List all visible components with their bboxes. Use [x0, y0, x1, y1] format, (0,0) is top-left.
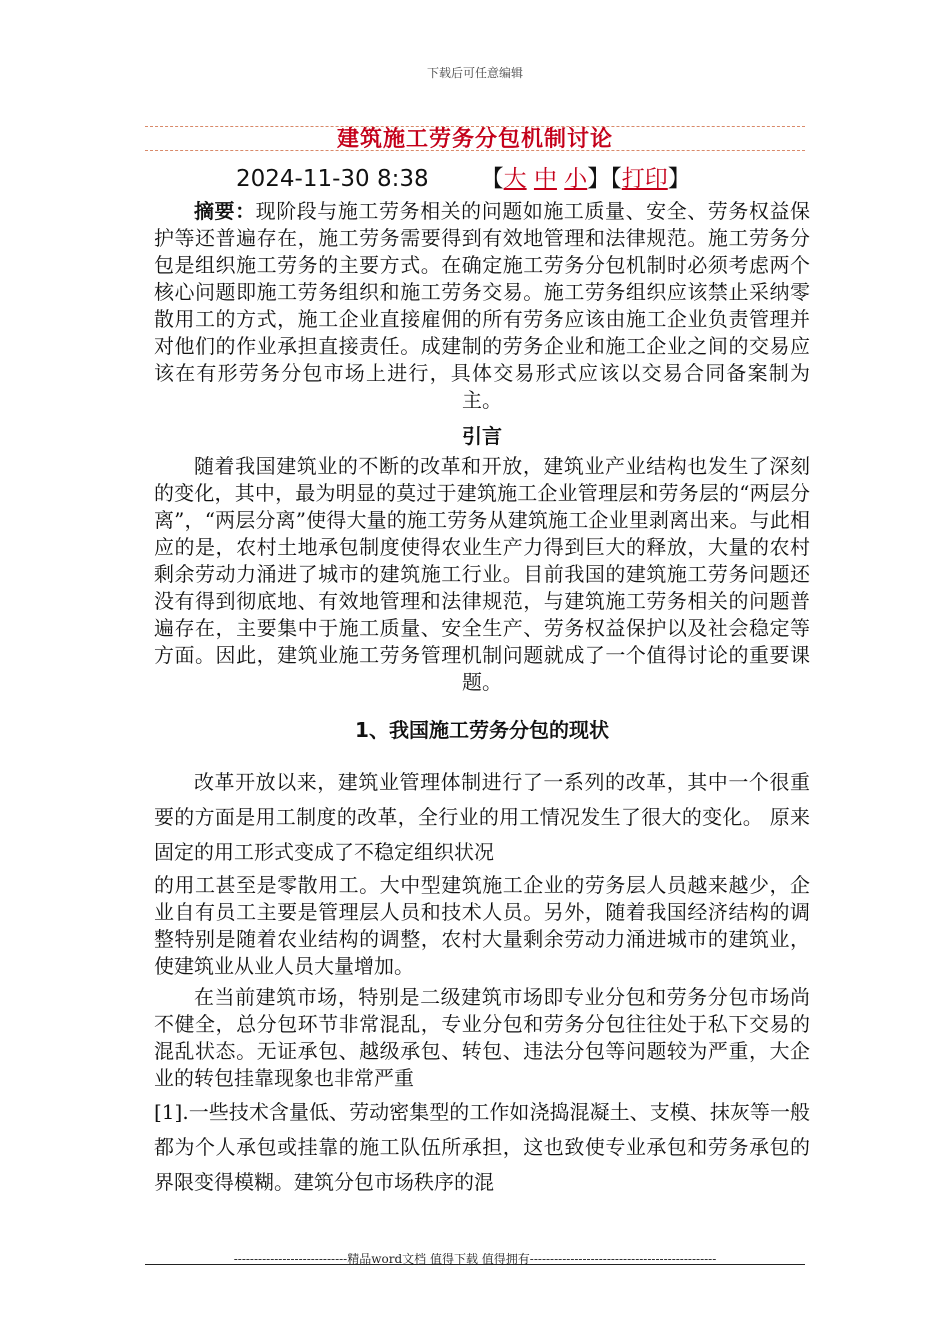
print-bracket-close: 】: [667, 166, 691, 192]
font-size-small-link[interactable]: 小: [564, 166, 588, 192]
font-size-large-link[interactable]: 大: [503, 166, 527, 192]
print-link[interactable]: 打印: [621, 166, 668, 192]
title-divider-bottom: [145, 150, 805, 151]
section-1-paragraph-1b: 的用工甚至是零散用工。大中型建筑施工企业的劳务层人员越来越少，企业自有员工主要是管理层人员和技术人员。另外，随着我国经济结构的调整特别是随着农业结构的调整，农村大量剩余劳动力涌进城市的建筑业，使建筑业从业人员大量增加。: [154, 873, 810, 978]
intro-heading: 引言: [462, 424, 502, 448]
abstract-label: 摘要：: [194, 199, 256, 223]
intro-paragraph: 随着我国建筑业的不断的改革和开放，建筑业产业结构也发生了深刻的变化，其中，最为明显的莫过于建筑施工企业管理层和劳务层的“两层分离”，“两层分离”使得大量的施工劳务从建筑施工企业里剥离出来。与此相应的是，农村土地承包制度使得农业生产力得到巨大的释放，大量的农村剩余劳动力涌进了城市的建筑施工行业。目前我国的建筑施工劳务问题还没有得到彻底地、有效地管理和法律规范，与建筑施工劳务相关的问题普遍存在，主要集中于施工质量、安全生产、劳务权益保护以及社会稳定等方面。因此，建筑业施工劳务管理机制问题就成了一个值得讨论的重要课题。: [154, 454, 810, 694]
publish-date: 2024-11-30 8:38: [236, 166, 429, 192]
section-1-paragraph-2a: 在当前建筑市场，特别是二级建筑市场即专业分包和劳务分包市场尚不健全，总分包环节非常混乱，专业分包和劳务分包往往处于私下交易的混乱状态。无证承包、越级承包、转包、违法分包等问题较为严重，大企业的转包挂靠现象也非常严重: [154, 985, 810, 1090]
footer-text: ----------------------------精品word文档 值得下载 值得拥有----------------------------------------------: [233, 1252, 717, 1266]
section-1-heading: 1、我国施工劳务分包的现状: [355, 718, 609, 742]
font-size-medium-link[interactable]: 中: [533, 166, 557, 192]
section-1-paragraph-1a: 改革开放以来，建筑业管理体制进行了一系列的改革，其中一个很重要的方面是用工制度的改革，全行业的用工情况发生了很大的变化。 原来固定的用工形式变成了不稳定组织状况: [154, 770, 810, 864]
section-1-paragraph-2b: [1].一些技术含量低、劳动密集型的工作如浇捣混凝土、支模、抹灰等一般都为个人承包或挂靠的施工队伍所承担，这也致使专业承包和劳务承包的界限变得模糊。建筑分包市场秩序的混: [154, 1100, 810, 1194]
footer-divider: [145, 1264, 805, 1265]
print-bracket-open: 【: [610, 166, 622, 192]
size-bracket-close: 】: [587, 166, 611, 192]
page-title: 建筑施工劳务分包机制讨论: [336, 126, 613, 152]
article-body: [154, 198, 810, 1200]
article-meta: [236, 160, 691, 193]
abstract-text: 现阶段与施工劳务相关的问题如施工质量、安全、劳务权益保护等还普遍存在，施工劳务需要得到有效地管理和法律规范。施工劳务分包是组织施工劳务的主要方式。在确定施工劳务分包机制时必须考虑两个核心问题即施工劳务组织和施工劳务交易。施工劳务组织应该禁止采纳零散用工的方式，施工企业直接雇佣的所有劳务应该由施工企业负责管理并对他们的作业承担直接责任。成建制的劳务企业和施工企业之间的交易应该在有形劳务分包市场上进行，具体交易形式应该以交易合同备案制为主。: [154, 199, 811, 412]
abstract-paragraph: [154, 198, 810, 414]
header-note: 下载后可任意编辑: [426, 66, 523, 80]
size-bracket-open: 【: [480, 166, 504, 192]
